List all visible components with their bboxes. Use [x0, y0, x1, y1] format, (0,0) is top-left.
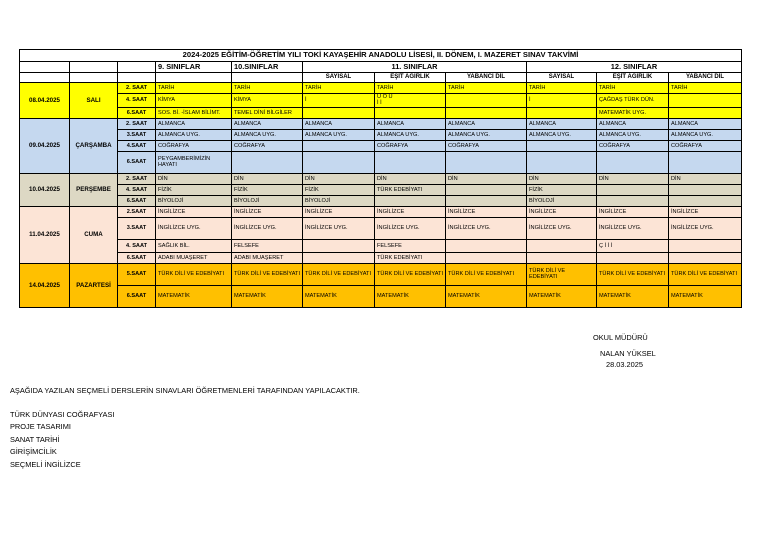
- exam-subject-cell: [527, 252, 597, 263]
- exam-subject-cell: [303, 107, 375, 118]
- exam-subject-cell: [597, 151, 669, 173]
- exam-subject-cell: TÜRK DİLİ VE EDEBİYATI: [375, 263, 446, 285]
- exam-subject-cell: TÜRK EDEBİYATI: [375, 252, 446, 263]
- lesson-slot: 3.SAAT: [118, 129, 156, 140]
- exam-subject-cell: MATEMATİK UYG.: [597, 107, 669, 118]
- exam-subject-cell: TÜRK DİLİ VE EDEBİYATI: [669, 263, 742, 285]
- exam-subject-cell: ALMANCA UYG.: [446, 129, 527, 140]
- principal-name: NALAN YÜKSEL: [600, 349, 656, 358]
- exam-subject-cell: ALMANCA: [597, 118, 669, 129]
- exam-subject-cell: TARİH: [375, 83, 446, 94]
- exam-subject-cell: ALMANCA: [232, 118, 303, 129]
- exam-subject-cell: MATEMATİK: [669, 285, 742, 307]
- exam-subject-cell: ALMANCA: [303, 118, 375, 129]
- exam-subject-cell: [375, 107, 446, 118]
- schedule-row: [20, 252, 742, 263]
- exam-subject-cell: ADABI MUAŞERET: [232, 252, 303, 263]
- exam-subject-cell: MATEMATİK: [446, 285, 527, 307]
- schedule-row: [20, 129, 742, 140]
- exam-subject-cell: [669, 239, 742, 252]
- exam-subject-cell: TÜRK DİLİ VE EDEBİYATI: [232, 263, 303, 285]
- exam-subject-cell: [375, 151, 446, 173]
- track-sayisal-11: SAYISAL: [303, 73, 375, 83]
- exam-subject-cell: BİYOLOJİ: [527, 195, 597, 206]
- exam-subject-cell: [669, 94, 742, 108]
- exam-subject-cell: ALMANCA UYG.: [156, 129, 232, 140]
- schedule-row: [20, 173, 742, 184]
- schedule-row: [20, 107, 742, 118]
- lesson-slot: 4.SAAT: [118, 140, 156, 151]
- exam-subject-cell: İNGİLİZCE UYG.: [446, 217, 527, 239]
- schedule-row: [20, 83, 742, 94]
- exam-subject-cell: TÜRK DİLİ VE EDEBİYATI: [527, 263, 597, 285]
- schedule-row: [20, 184, 742, 195]
- exam-subject-cell: FİZİK: [156, 184, 232, 195]
- exam-subject-cell: ALMANCA UYG.: [527, 129, 597, 140]
- exam-subject-cell: [446, 239, 527, 252]
- lesson-slot: 3.SAAT: [118, 217, 156, 239]
- exam-subject-cell: Ü Ö Ü İ İ: [375, 94, 446, 108]
- exam-subject-cell: [527, 151, 597, 173]
- exam-subject-cell: COĞRAFYA: [597, 140, 669, 151]
- exam-subject-cell: İ: [303, 94, 375, 108]
- exam-subject-cell: ALMANCA UYG.: [669, 129, 742, 140]
- track-yabanci-12: YABANCI DİL: [669, 73, 742, 83]
- elective-item: PROJE TASARIMI: [10, 422, 71, 432]
- exam-subject-cell: TARİH: [527, 83, 597, 94]
- lesson-slot: 4. SAAT: [118, 94, 156, 108]
- exam-subject-cell: İNGİLİZCE UYG.: [375, 217, 446, 239]
- exam-subject-cell: MATEMATİK: [597, 285, 669, 307]
- exam-subject-cell: TARİH: [232, 83, 303, 94]
- schedule-row: [20, 217, 742, 239]
- schedule-row: [20, 195, 742, 206]
- exam-subject-cell: [527, 140, 597, 151]
- exam-subject-cell: ALMANCA UYG.: [597, 129, 669, 140]
- lesson-slot: 6.SAAT: [118, 285, 156, 307]
- principal-role: OKUL MÜDÜRÜ: [593, 333, 648, 342]
- exam-subject-cell: İNGİLİZCE: [375, 206, 446, 217]
- track-sayisal-12: SAYISAL: [527, 73, 597, 83]
- exam-subject-cell: DİN: [156, 173, 232, 184]
- exam-subject-cell: İNGİLİZCE UYG.: [232, 217, 303, 239]
- exam-subject-cell: COĞRAFYA: [156, 140, 232, 151]
- exam-subject-cell: [597, 195, 669, 206]
- lesson-slot: 2.SAAT: [118, 206, 156, 217]
- exam-day: CUMA: [70, 206, 118, 263]
- exam-subject-cell: DİN: [446, 173, 527, 184]
- exam-subject-cell: COĞRAFYA: [232, 140, 303, 151]
- signature-date: 28.03.2025: [606, 360, 643, 369]
- schedule-row: [20, 263, 742, 285]
- exam-subject-cell: [446, 94, 527, 108]
- exam-subject-cell: İNGİLİZCE: [527, 206, 597, 217]
- exam-subject-cell: [669, 252, 742, 263]
- exam-subject-cell: [446, 151, 527, 173]
- exam-subject-cell: ALMANCA UYG.: [303, 129, 375, 140]
- exam-subject-cell: [375, 195, 446, 206]
- elective-item: TÜRK DÜNYASI COĞRAFYASI: [10, 410, 115, 419]
- exam-date: 09.04.2025: [20, 118, 70, 173]
- exam-subject-cell: TÜRK DİLİ VE EDEBİYATI: [156, 263, 232, 285]
- exam-subject-cell: MATEMATİK: [156, 285, 232, 307]
- exam-subject-cell: TARİH: [669, 83, 742, 94]
- exam-subject-cell: [527, 239, 597, 252]
- schedule-row: [20, 206, 742, 217]
- exam-subject-cell: [303, 239, 375, 252]
- grade-12-header: 12. SINIFLAR: [527, 62, 742, 73]
- schedule-row: [20, 140, 742, 151]
- exam-day: PERŞEMBE: [70, 173, 118, 206]
- elective-item: GİRİŞİMCİLİK: [10, 447, 57, 457]
- exam-subject-cell: ALMANCA: [669, 118, 742, 129]
- exam-subject-cell: [303, 252, 375, 263]
- exam-subject-cell: İNGİLİZCE: [232, 206, 303, 217]
- exam-subject-cell: ALMANCA UYG.: [375, 129, 446, 140]
- exam-day: PAZARTESİ: [70, 263, 118, 307]
- exam-subject-cell: TEMEL DİNİ BİLGİLER: [232, 107, 303, 118]
- exam-subject-cell: İNGİLİZCE UYG.: [669, 217, 742, 239]
- exam-subject-cell: COĞRAFYA: [446, 140, 527, 151]
- exam-subject-cell: BİYOLOJİ: [156, 195, 232, 206]
- exam-subject-cell: TÜRK DİLİ VE EDEBİYATI: [446, 263, 527, 285]
- schedule-row: [20, 94, 742, 108]
- exam-date: 11.04.2025: [20, 206, 70, 263]
- lesson-slot: 6.SAAT: [118, 107, 156, 118]
- track-esit-12: EŞİT AĞIRLIK: [597, 73, 669, 83]
- schedule-row: [20, 118, 742, 129]
- exam-subject-cell: DİN: [597, 173, 669, 184]
- exam-subject-cell: [669, 107, 742, 118]
- lesson-slot: 2. SAAT: [118, 83, 156, 94]
- exam-subject-cell: ALMANCA: [527, 118, 597, 129]
- exam-subject-cell: DİN: [527, 173, 597, 184]
- grade-10-header: 10.SINIFLAR: [232, 62, 303, 73]
- exam-schedule-table: [19, 49, 742, 308]
- elective-item: SANAT TARİHİ: [10, 434, 60, 444]
- exam-subject-cell: TARİH: [597, 83, 669, 94]
- lesson-slot: 4. SAAT: [118, 239, 156, 252]
- schedule-row: [20, 285, 742, 307]
- schedule-title: 2024-2025 EĞİTİM-ÖĞRETİM YILI TOKİ KAYAŞEHİR ANADOLU LİSESİ, II. DÖNEM, I. MAZERET SINAV TAKVİMİ: [20, 50, 742, 62]
- exam-subject-cell: İNGİLİZCE: [446, 206, 527, 217]
- track-esit-11: EŞİT AĞIRLIK: [375, 73, 446, 83]
- exam-subject-cell: İNGİLİZCE: [597, 206, 669, 217]
- exam-subject-cell: PEYGAMBERİMİZİN HAYATI: [156, 151, 232, 173]
- exam-subject-cell: DİN: [232, 173, 303, 184]
- exam-day: ÇARŞAMBA: [70, 118, 118, 173]
- exam-subject-cell: İNGİLİZCE: [669, 206, 742, 217]
- lesson-slot: 4. SAAT: [118, 184, 156, 195]
- exam-subject-cell: İNGİLİZCE UYG.: [597, 217, 669, 239]
- exam-subject-cell: ÇAĞDAŞ TÜRK DÜN.: [597, 94, 669, 108]
- exam-subject-cell: COĞRAFYA: [669, 140, 742, 151]
- exam-subject-cell: [446, 107, 527, 118]
- exam-subject-cell: KİMYA: [232, 94, 303, 108]
- lesson-slot: 2. SAAT: [118, 118, 156, 129]
- exam-subject-cell: DİN: [303, 173, 375, 184]
- exam-subject-cell: İNGİLİZCE: [156, 206, 232, 217]
- lesson-slot: 6.SAAT: [118, 252, 156, 263]
- exam-subject-cell: İNGİLİZCE: [303, 206, 375, 217]
- lesson-slot: 6.SAAT: [118, 195, 156, 206]
- exam-subject-cell: İNGİLİZCE UYG.: [156, 217, 232, 239]
- exam-subject-cell: TARİH: [156, 83, 232, 94]
- exam-subject-cell: İNGİLİZCE UYG.: [527, 217, 597, 239]
- exam-subject-cell: MATEMATİK: [527, 285, 597, 307]
- track-yabanci-11: YABANCI DİL: [446, 73, 527, 83]
- exam-subject-cell: BİYOLOJİ: [232, 195, 303, 206]
- exam-subject-cell: [303, 151, 375, 173]
- exam-subject-cell: TÜRK DİLİ VE EDEBİYATI: [597, 263, 669, 285]
- exam-subject-cell: KİMYA: [156, 94, 232, 108]
- exam-subject-cell: DİN: [375, 173, 446, 184]
- exam-subject-cell: [303, 140, 375, 151]
- exam-date: 10.04.2025: [20, 173, 70, 206]
- exam-subject-cell: [669, 184, 742, 195]
- exam-subject-cell: [232, 151, 303, 173]
- exam-subject-cell: [446, 195, 527, 206]
- exam-subject-cell: İNGİLİZCE UYG.: [303, 217, 375, 239]
- exam-subject-cell: FELSEFE: [375, 239, 446, 252]
- lesson-slot: 2. SAAT: [118, 173, 156, 184]
- schedule-row: [20, 151, 742, 173]
- exam-subject-cell: BİYOLOJİ: [303, 195, 375, 206]
- exam-subject-cell: TARİH: [446, 83, 527, 94]
- exam-subject-cell: FİZİK: [303, 184, 375, 195]
- exam-subject-cell: DİN: [669, 173, 742, 184]
- exam-subject-cell: [446, 184, 527, 195]
- elective-item: SEÇMELİ İNGİLİZCE: [10, 459, 81, 469]
- exam-subject-cell: FELSEFE: [232, 239, 303, 252]
- exam-date: 14.04.2025: [20, 263, 70, 307]
- exam-subject-cell: [446, 252, 527, 263]
- exam-subject-cell: COĞRAFYA: [375, 140, 446, 151]
- schedule-row: [20, 239, 742, 252]
- exam-subject-cell: [669, 195, 742, 206]
- exam-subject-cell: ALMANCA: [156, 118, 232, 129]
- exam-subject-cell: SOS. Bİ. -İSLAM BİLİMT.: [156, 107, 232, 118]
- lesson-slot: 6.SAAT: [118, 151, 156, 173]
- exam-subject-cell: [669, 151, 742, 173]
- exam-subject-cell: ADABI MUAŞERET: [156, 252, 232, 263]
- exam-subject-cell: MATEMATİK: [232, 285, 303, 307]
- grade-11-header: 11. SINIFLAR: [303, 62, 527, 73]
- exam-subject-cell: SAĞLIK BİL.: [156, 239, 232, 252]
- exam-subject-cell: ALMANCA: [375, 118, 446, 129]
- exam-day: SALI: [70, 83, 118, 119]
- lesson-slot: 5.SAAT: [118, 263, 156, 285]
- exam-subject-cell: TARİH: [303, 83, 375, 94]
- exam-subject-cell: ALMANCA: [446, 118, 527, 129]
- exam-subject-cell: ALMANCA UYG.: [232, 129, 303, 140]
- exam-subject-cell: TÜRK DİLİ VE EDEBİYATI: [303, 263, 375, 285]
- exam-subject-cell: [527, 107, 597, 118]
- exam-subject-cell: FİZİK: [527, 184, 597, 195]
- elective-note: AŞAĞIDA YAZILAN SEÇMELİ DERSLERİN SINAVLARI ÖĞRETMENLERİ TARAFINDAN YAPILACAKTIR.: [10, 386, 360, 395]
- exam-subject-cell: İ: [527, 94, 597, 108]
- exam-subject-cell: MATEMATİK: [303, 285, 375, 307]
- exam-subject-cell: [597, 252, 669, 263]
- exam-subject-cell: TÜRK EDEBİYATI: [375, 184, 446, 195]
- exam-subject-cell: FİZİK: [232, 184, 303, 195]
- exam-subject-cell: MATEMATİK: [375, 285, 446, 307]
- exam-subject-cell: Ç İ İ İ: [597, 239, 669, 252]
- grade-9-header: 9. SINIFLAR: [156, 62, 232, 73]
- exam-subject-cell: [597, 184, 669, 195]
- exam-date: 08.04.2025: [20, 83, 70, 119]
